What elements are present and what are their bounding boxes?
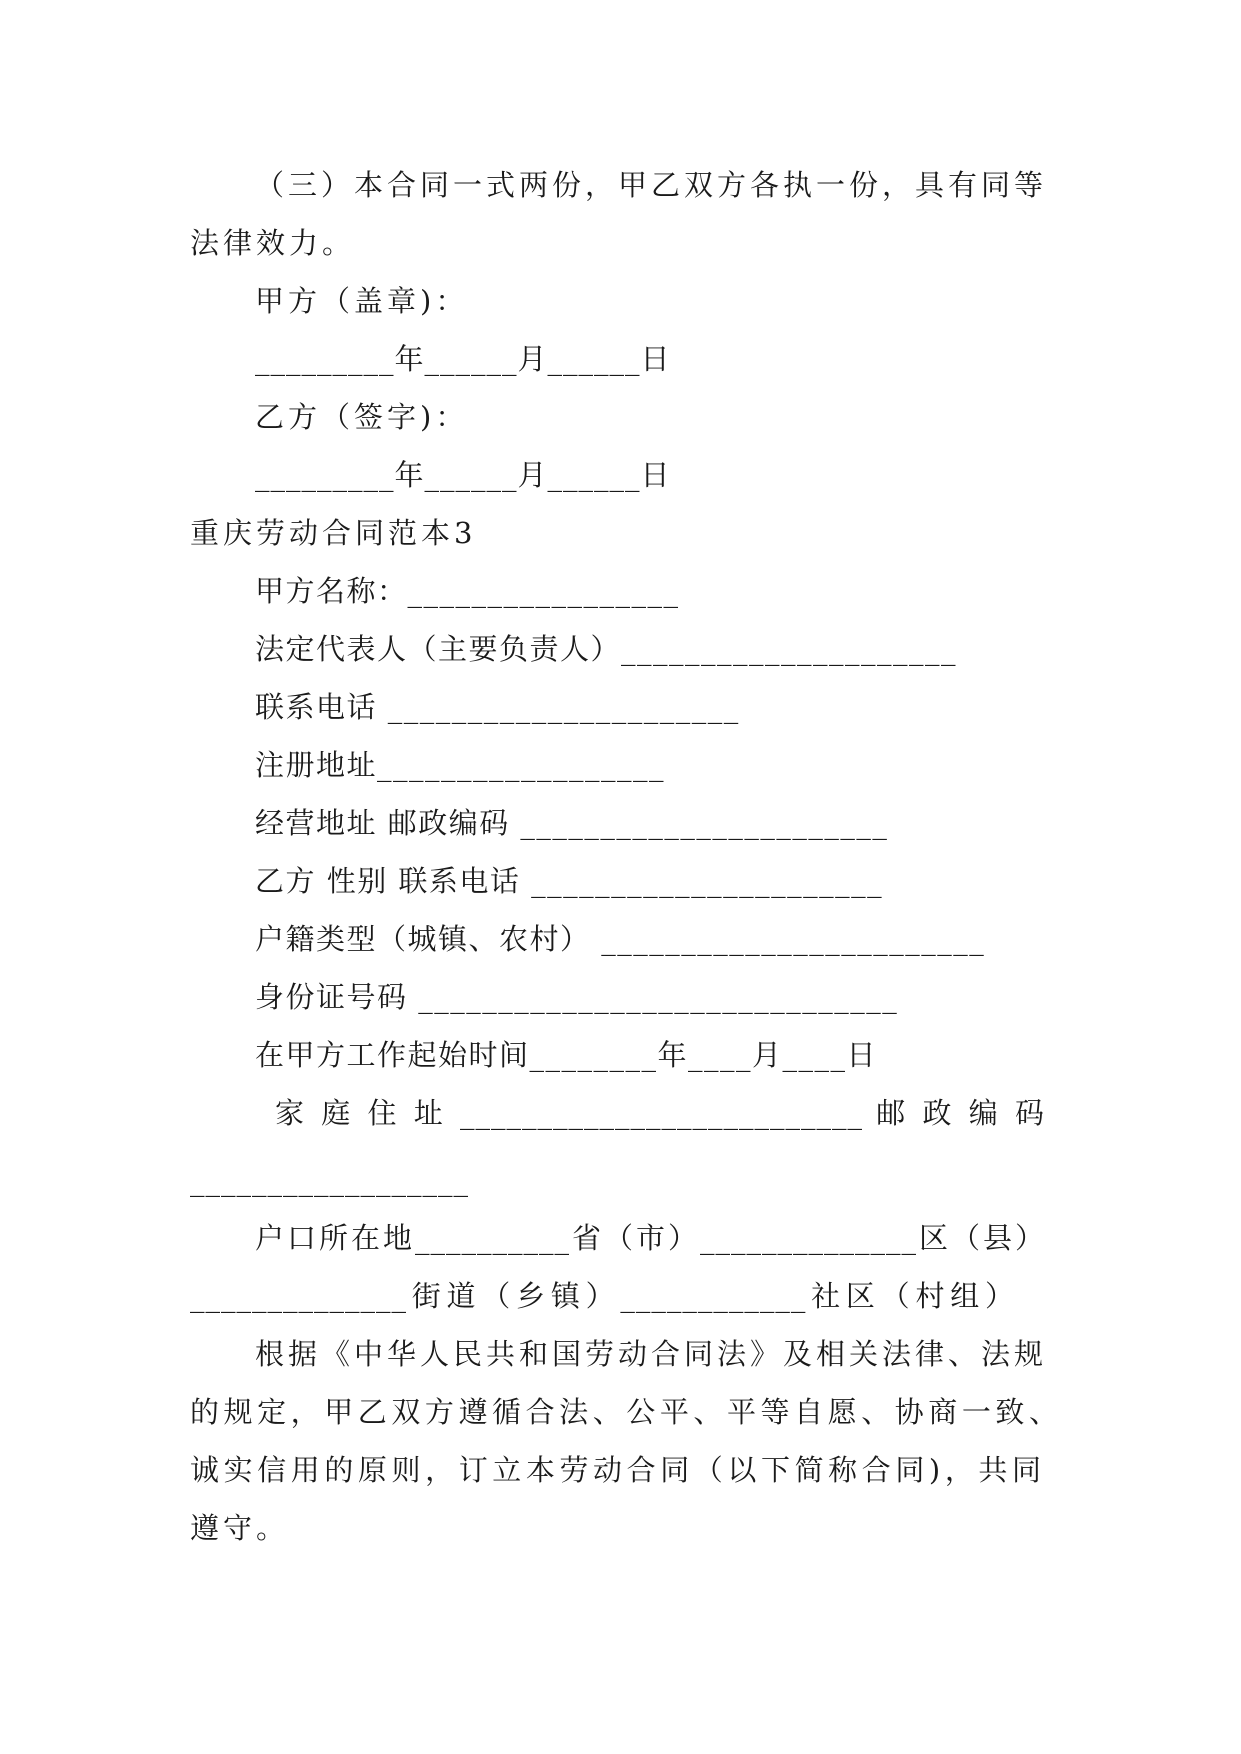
business-address-field: 经营地址 邮政编码 _______________________ [255, 806, 889, 840]
household-type-field: 户籍类型（城镇、农村） ________________________ [255, 922, 986, 956]
preamble-line-3: 诚实信用的原则，订立本劳动合同（以下简称合同)，共同 [190, 1453, 1045, 1487]
section-title: 重庆劳动合同范本3 [190, 516, 477, 550]
postal-code-blank: __________________ [190, 1163, 469, 1197]
home-address-field: 家 庭 住 址 __________________________ 邮 政 编 码 [275, 1096, 1045, 1130]
preamble-line-1: 根据《中华人民共和国劳动合同法》及相关法律、法规 [255, 1337, 1048, 1371]
party-b-date-line: _________年______月______日 [255, 458, 671, 492]
clause-3-line-1: （三）本合同一式两份，甲乙双方各执一份，具有同等 [255, 168, 1048, 202]
registered-address-field: 注册地址__________________ [255, 748, 666, 782]
household-location-line-2: ______________街道（乡镇）____________社区（村组） [190, 1279, 1015, 1313]
party-a-name-field: 甲方名称：_________________ [255, 574, 680, 608]
work-start-date-field: 在甲方工作起始时间________年____月____日 [255, 1038, 878, 1072]
preamble-line-2: 的规定，甲乙双方遵循合法、公平、平等自愿、协商一致、 [190, 1395, 1062, 1429]
party-b-info-field: 乙方 性别 联系电话 ______________________ [255, 864, 884, 898]
id-number-field: 身份证号码 ______________________________ [255, 980, 899, 1014]
party-b-sign-label: 乙方（签字)： [255, 400, 469, 434]
preamble-line-4: 遵守。 [190, 1511, 290, 1545]
clause-3-line-2: 法律效力。 [190, 226, 356, 260]
party-a-seal-label: 甲方（盖章)： [255, 284, 469, 318]
household-location-line-1: 户口所在地__________省（市）______________区（县） [255, 1221, 1045, 1255]
contact-phone-field: 联系电话 ______________________ [255, 690, 740, 724]
legal-representative-field: 法定代表人（主要负责人）_____________________ [255, 632, 958, 666]
party-a-date-line: _________年______月______日 [255, 342, 671, 376]
